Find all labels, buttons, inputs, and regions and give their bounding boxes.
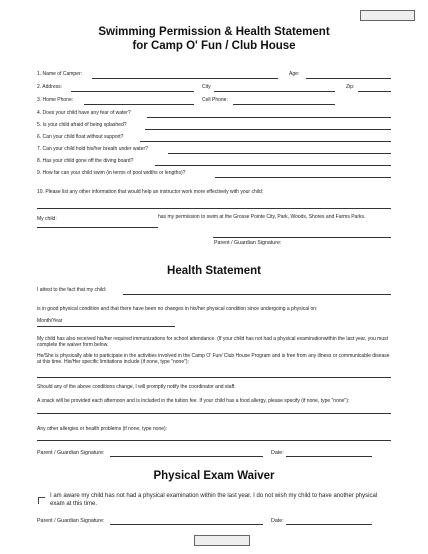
limitations-field[interactable] <box>37 377 391 378</box>
diving-board-field[interactable] <box>155 165 391 166</box>
fear-of-water-field[interactable] <box>147 117 391 118</box>
age-field[interactable] <box>306 78 391 79</box>
form-subtitle: for Camp O' Fun / Club House <box>132 40 296 52</box>
month-year-field[interactable] <box>37 326 175 327</box>
snack-statement: A snack will be provided each afternoon and is included in the tuition fee. If your child has a food allergy, please specify (if none, type "none"): <box>37 398 350 404</box>
zip-field[interactable] <box>358 91 391 92</box>
float-field[interactable] <box>140 141 391 142</box>
age-label: Age: <box>289 71 300 77</box>
home-phone-field[interactable] <box>84 104 194 105</box>
other-allergies-label: Any other allergies or health problems (if none, type none): <box>37 426 168 432</box>
notify-statement: Should any of the above conditions change, I will promptly notify the coordinator and staff. <box>37 384 236 390</box>
question-fear-of-water: 4. Does your child have any fear of water? <box>37 110 131 116</box>
city-label: City <box>202 84 211 90</box>
zip-label: Zip: <box>346 84 355 90</box>
name-of-camper-label: 1. Name of Camper: <box>37 71 83 77</box>
home-phone-label: 3. Home Phone: <box>37 97 74 103</box>
waiver-date-label: Date: <box>271 518 284 524</box>
physical-condition-statement: is in good physical condition and that there have been no changes in his/her physical condition since undergoing a physical on: <box>37 306 318 312</box>
city-field[interactable] <box>214 91 335 92</box>
question-float: 6. Can your child float without support? <box>37 134 124 140</box>
waiver-signature-label: Parent / Guardian Signature: <box>37 518 105 524</box>
my-child-label: My child: <box>37 216 57 222</box>
attest-label: I attest to the fact that my child: <box>37 287 107 293</box>
immunizations-statement: My child has also received his/her required immunizations for school attendance. (If your child has not had a physical examinationwithin the last year, you must complete the waiver form below. <box>37 336 389 348</box>
waiver-checkbox[interactable] <box>38 497 45 504</box>
food-allergy-field[interactable] <box>37 413 391 414</box>
address-label: 2. Address: <box>37 84 63 90</box>
month-year-label: Month/Year <box>37 318 63 324</box>
other-allergies-field[interactable] <box>37 440 391 441</box>
address-field[interactable] <box>71 91 194 92</box>
question-other-info: 10. Please list any other information that would help an instructor work more effectively with your child: <box>37 189 264 195</box>
waiver-statement: I am aware my child has not had a physical examination within the last year. I do not wish my child to have another physical exam at this time. <box>50 493 378 507</box>
question-swim-distance: 9. How far can your child swim (in terms of pool widths or lengths)? <box>37 170 186 176</box>
swim-distance-field[interactable] <box>215 177 391 178</box>
waiver-date-field[interactable] <box>286 524 372 525</box>
question-afraid-splashed: 5. Is your child afraid of being splashed? <box>37 122 127 128</box>
bottom-form-button[interactable] <box>194 535 250 546</box>
top-form-button[interactable] <box>360 10 415 21</box>
my-child-name-field[interactable] <box>37 227 158 228</box>
health-statement-heading: Health Statement <box>167 265 261 277</box>
health-signature-label: Parent / Guardian Signature: <box>37 450 105 456</box>
question-hold-breath: 7. Can your child hold his/her breath under water? <box>37 146 148 152</box>
question-diving-board: 8. Has your child gone off the diving board? <box>37 158 134 164</box>
waiver-signature-field[interactable] <box>110 524 263 525</box>
other-info-field[interactable] <box>37 208 391 209</box>
cell-phone-label: Cell Phone: <box>202 97 228 103</box>
health-date-label: Date: <box>271 450 284 456</box>
physically-able-statement: He/She is physically able to participate in the activities involved in the Camp O' Fun/ Club House Program and is free from any illness or communicable disease at this time. His/Her specific limitations include (if none, type "none"): <box>37 353 390 365</box>
cell-phone-field[interactable] <box>233 104 335 105</box>
permission-signature-field[interactable] <box>213 237 391 238</box>
permission-signature-label: Parent / Guardian Signature: <box>214 240 282 246</box>
form-title: Swimming Permission & Health Statement <box>98 26 330 38</box>
name-of-camper-field[interactable] <box>92 78 278 79</box>
health-signature-field[interactable] <box>110 456 263 457</box>
attest-child-field[interactable] <box>123 294 391 295</box>
afraid-splashed-field[interactable] <box>145 129 391 130</box>
permission-statement: has my permission to swim at the Grosse Pointe City, Park, Woods, Shores and Farms Parks. <box>158 214 366 220</box>
health-date-field[interactable] <box>286 456 372 457</box>
physical-exam-waiver-heading: Physical Exam Waiver <box>153 470 275 482</box>
hold-breath-field[interactable] <box>168 153 391 154</box>
